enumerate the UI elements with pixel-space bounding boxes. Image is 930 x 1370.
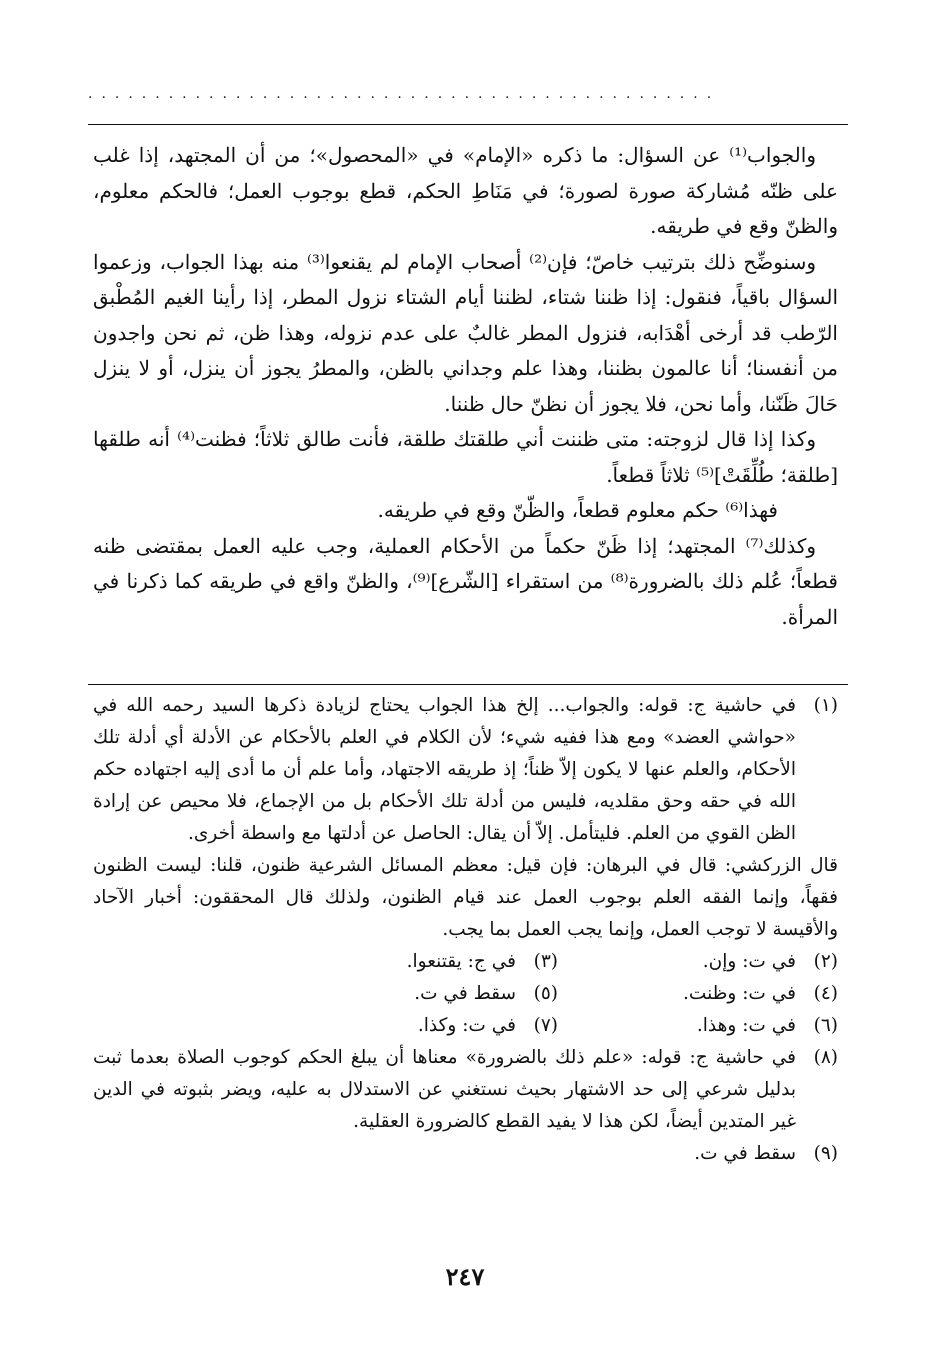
footnote-number: (٥) [533,983,558,1004]
footnote-number: (١) [813,695,838,716]
footnote-rule [88,684,848,685]
footnote-number: (٢) [813,951,838,972]
paragraph: وكذلك⁽⁷⁾ المجتهد؛ إذا ظَنّ حكماً من الأحكام العملية، وجب عليه العمل بمقتضى ظنه قطعاً؛ عُلم ذلك بالضرورة⁽⁸⁾ من استقراء [الشّرع]⁽⁹⁾، والظنّ واقع في طريقه كما ذكرنا في المرأة. [93,533,838,629]
footnote-number: (٧) [533,1015,558,1036]
top-rule [88,124,848,125]
footnote-number: (٤) [813,983,838,1004]
short-footnotes [318,946,838,1042]
footnote-1 [93,690,838,946]
footnote-text: في ت: وكذا. [417,1015,516,1036]
footnote-text: في ت: وإن. [702,951,796,972]
footnote-number: (٨) [813,1047,838,1068]
header-dotted-line: ............................................... [88,86,721,102]
paragraph: فهذا⁽⁶⁾ حكم معلوم قطعاً، والظّنّ وقع في طريقه. [377,498,778,522]
footnote-8 [93,1042,838,1138]
footnote-6 [598,1010,838,1042]
footnote-2 [598,946,838,978]
footnote-text: في حاشية ج: قوله: والجواب... إلخ هذا الجواب يحتاج لزيادة ذكرها السيد رحمه الله في «حواشي العضد» ومع هذا ففيه شيء؛ لأن الكلام في العلم بالأحكام عن الأدلة أي أدلة تلك الأحكام، والعلم عنها لا يكون إلاّ ظناً؛ إذ طريقه الاجتهاد، وأما علم أن ما أدى إليه اجتهاده حكم الله في حقه وحق مقلديه، فليس من أدلة تلك الأحكام بل من الإجماع، فلا محيص عن إرادة الظن القوي من العلم. فليتأمل. إلاّ أن يقال: الحاصل عن أدلتها مع واسطة أخرى. [93,695,796,844]
footnote-9 [93,1138,838,1170]
footnote-text: في حاشية ج: قوله: «علم ذلك بالضرورة» معناها أن يبلغ الحكم كوجوب الصلاة بعدما ثبت بدليل شرعي إلى حد الاشتهار بحيث نستغني عن الاستدلال به عليه، ويضر بثبوته في الدين غير المتدين أيضاً، لكن هذا لا يفيد القطع كالضرورة العقلية. [93,1047,796,1132]
footnote-text: قال الزركشي: قال في البرهان: فإن قيل: معظم المسائل الشرعية ظنون، قلنا: ليست الظنون فقهاً، وإنما الفقه العلم بوجوب العمل عند قيام الظنون، ولذلك قال المحققون: أخبار الآحاد والأقيسة لا توجب العمل، وإنما يجب العمل بما يجب. [93,855,838,940]
footnote-number: (٣) [533,951,558,972]
footnote-number: (٩) [813,1143,838,1164]
paragraph: وسنوضِّح ذلك بترتيب خاصّ؛ فإن⁽²⁾ أصحاب الإمام لم يقنعوا⁽³⁾ منه بهذا الجواب، وزعموا السؤال باقياً، فنقول: إذا ظننا شتاء، لظننا أيام الشتاء نزول المطر، إذا رأينا الغيم المُطْبق الرّطب قد أرخى أهْدَابه، فنزول المطر غالبٌ على عدم نزوله، وهذا ظن، ثم نحن واجدون من أنفسنا؛ أنا عالمون بظننا، وهذا علم وجداني بالظن، والمطرُ يجوز أن ينزل، أو لا ينزل حَالَ ظَنّنا، وأما نحن، فلا يجوز أن نظنّ حال ظننا. [93,249,838,416]
footnote-7 [318,1010,558,1042]
footnote-text: سقط في ت. [694,1143,796,1164]
paragraph: وكذا إذا قال لزوجته: متى ظننت أني طلقتك طلقة، فأنت طالق ثلاثاً؛ فظنت⁽⁴⁾ أنه طلقها [طلقة؛ طُلِّقَتْ]⁽⁵⁾ ثلاثاً قطعاً. [93,427,838,487]
footnote-text: في ت: وظنت. [683,983,796,1004]
footnote-text: في ج: يقتنعوا. [406,951,516,972]
page-number: ٢٤٧ [445,1262,485,1291]
footnote-text: سقط في ت. [414,983,516,1004]
paragraph: والجواب⁽¹⁾ عن السؤال: ما ذكره «الإمام» في «المحصول»؛ من أن المجتهد، إذا غلب على ظنّه مُشاركة صورة لصورة؛ في مَنَاطِ الحكم، قطع بوجوب العمل؛ فالحكم معلوم، والظنّ وقع في طريقه. [93,143,838,238]
footnote-text: في ت: وهذا. [696,1015,796,1036]
footnote-number: (٦) [813,1015,838,1036]
main-text [93,138,838,635]
footnote-4 [598,978,838,1010]
footnote-3 [318,946,558,978]
footnotes [93,690,838,1170]
footnote-5 [318,978,558,1010]
